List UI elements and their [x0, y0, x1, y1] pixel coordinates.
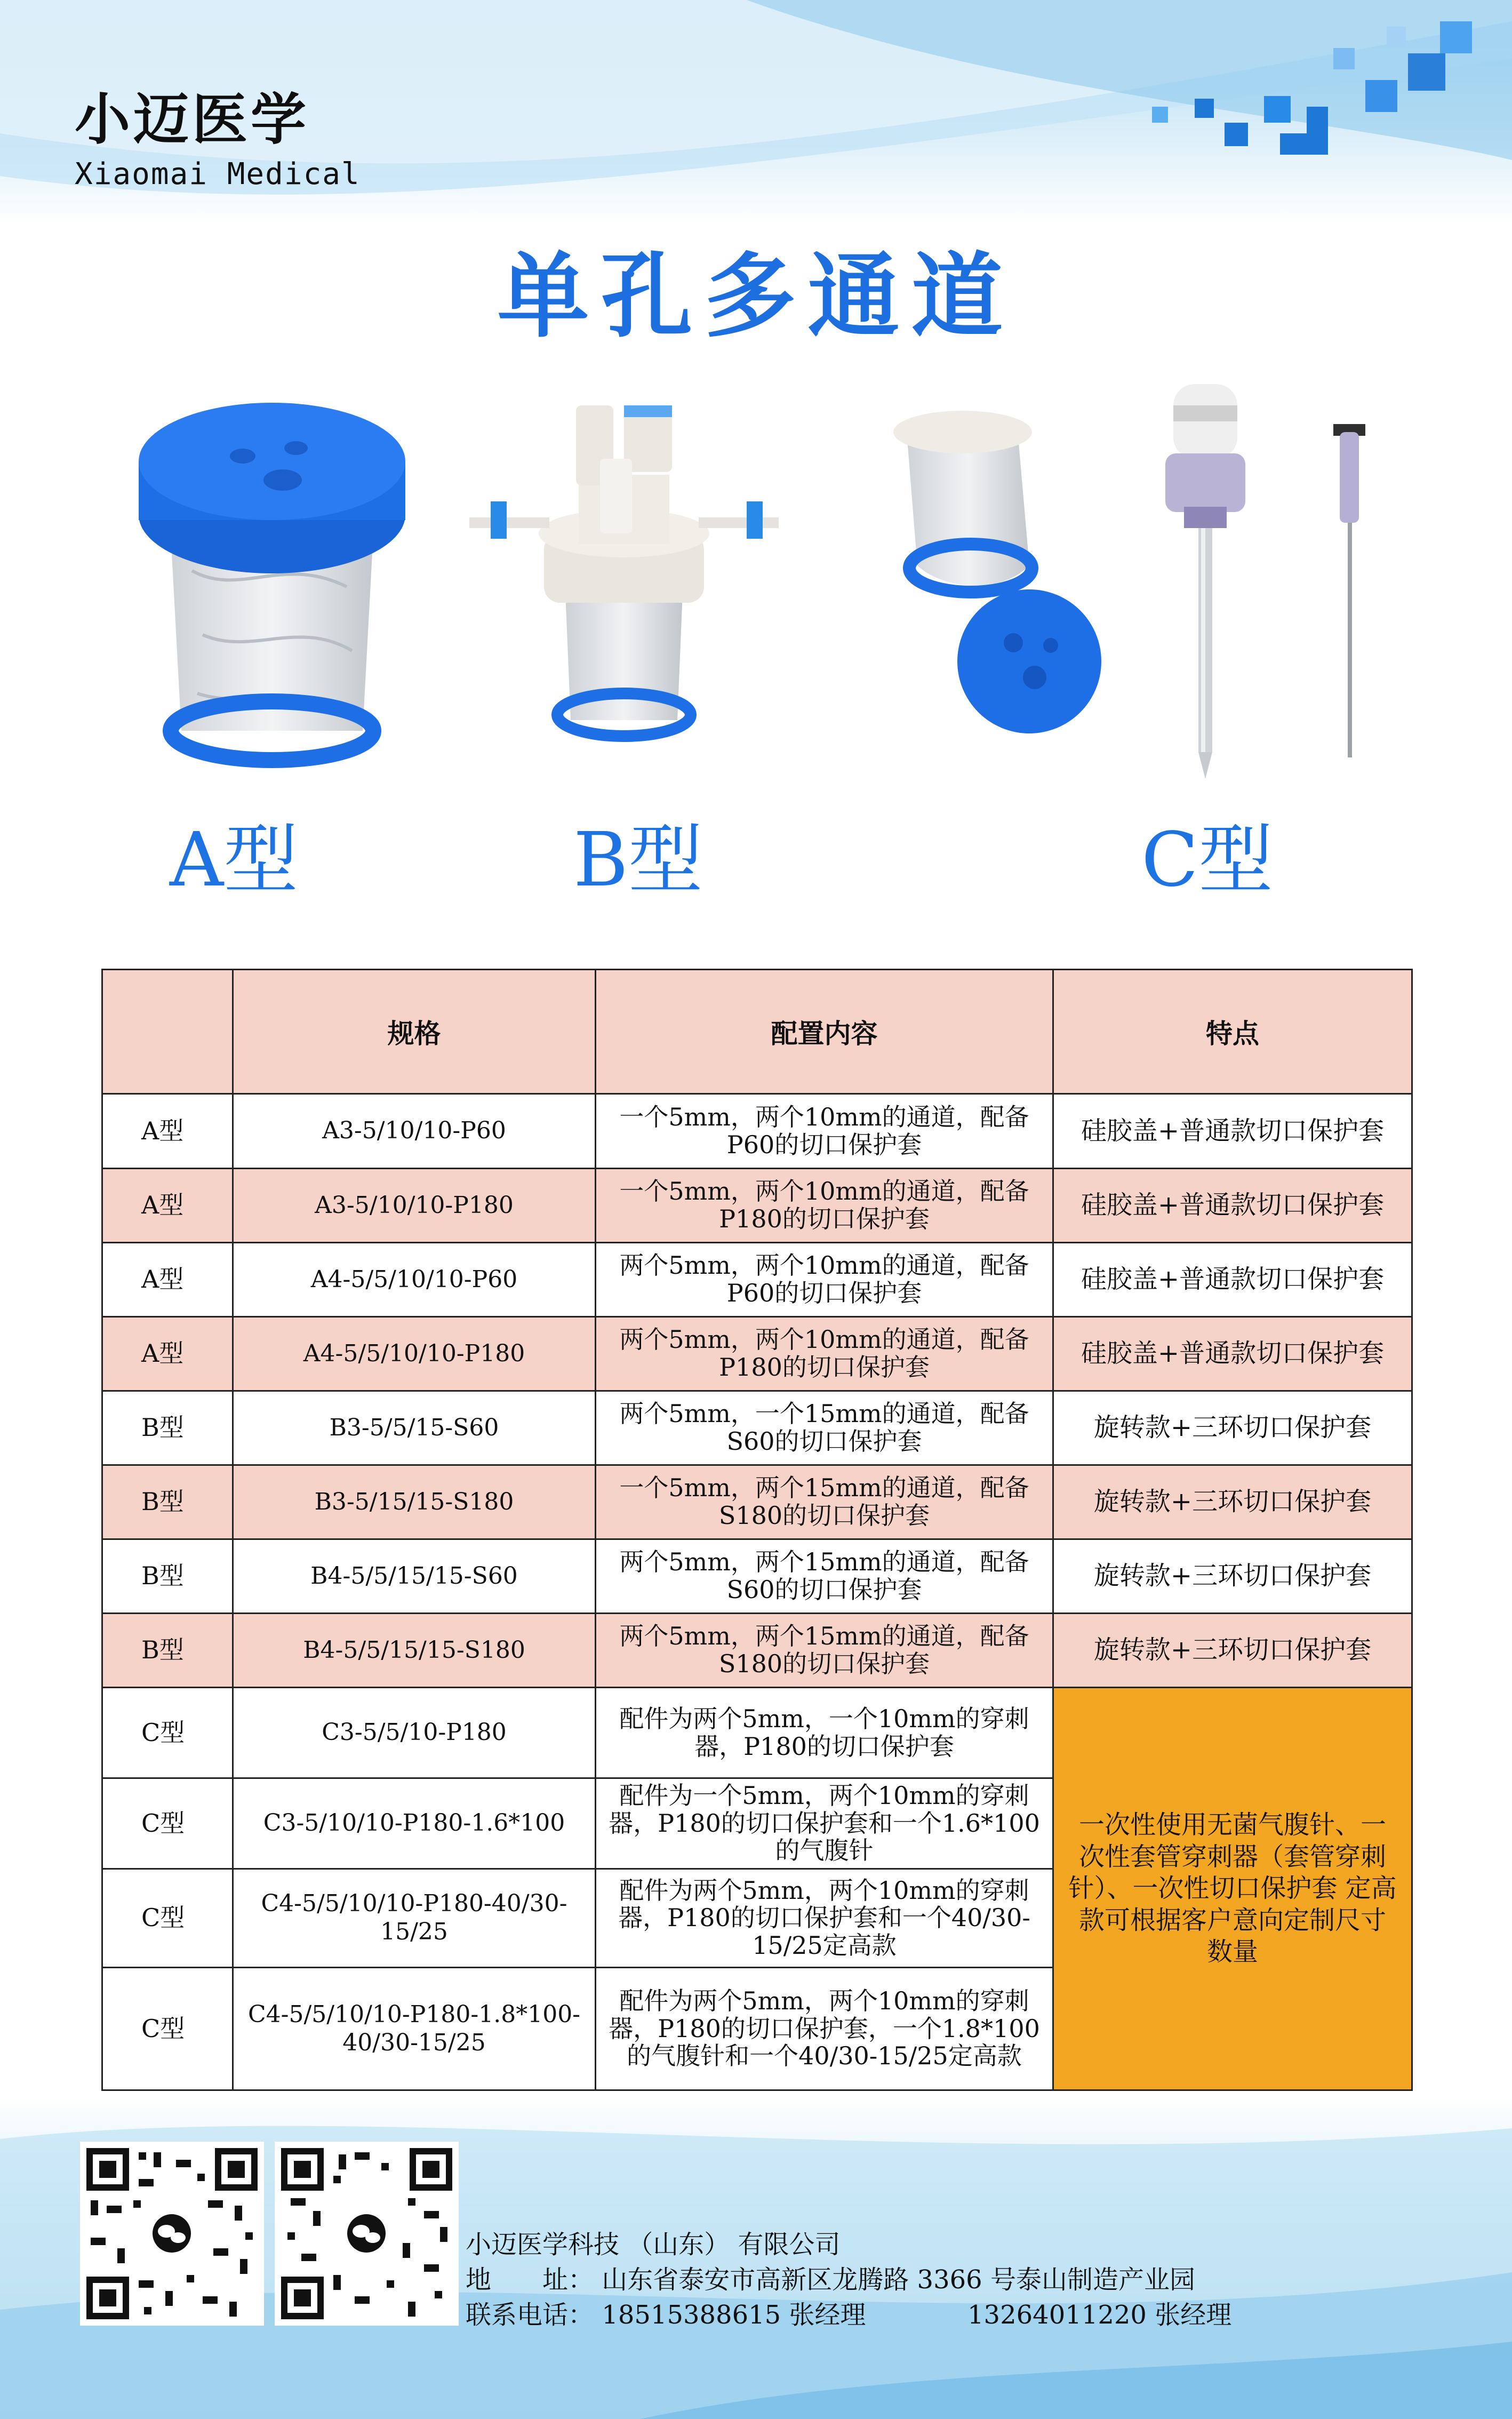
cell-feature: 旋转款+三环切口保护套	[1053, 1391, 1412, 1465]
table-row	[102, 1688, 1412, 1778]
address-row	[466, 2262, 1231, 2297]
cell-spec: B3-5/15/15-S180	[233, 1465, 596, 1539]
page-title: 单孔多通道	[497, 243, 1015, 350]
contact-info	[466, 2227, 1231, 2333]
cell-type: C型	[102, 1968, 233, 2090]
cell-config: 配件为两个5mm，两个10mm的穿刺器，P180的切口保护套和一个40/30-15/25定高款	[596, 1869, 1053, 1968]
phone-1: 18515388615 张经理	[602, 2300, 866, 2330]
cell-config: 两个5mm，一个15mm的通道，配备S60的切口保护套	[596, 1391, 1053, 1465]
table-row	[102, 1094, 1412, 1169]
cell-config: 配件为一个5mm，两个10mm的穿刺器，P180的切口保护套和一个1.6*100的气腹针	[596, 1778, 1053, 1869]
cell-feature: 硅胶盖+普通款切口保护套	[1053, 1094, 1412, 1169]
cell-config: 一个5mm，两个10mm的通道，配备P60的切口保护套	[596, 1094, 1053, 1169]
header-spec: 规格	[233, 970, 596, 1094]
qr-code-image	[80, 2142, 264, 2326]
phone-row	[466, 2297, 1231, 2333]
cell-spec: B3-5/5/15-S60	[233, 1391, 596, 1465]
cell-type: A型	[102, 1317, 233, 1391]
table-row	[102, 1243, 1412, 1317]
cell-type: A型	[102, 1094, 233, 1169]
cell-config: 配件为两个5mm，一个10mm的穿刺器，P180的切口保护套	[596, 1688, 1053, 1778]
cell-type: C型	[102, 1688, 233, 1778]
cell-config: 两个5mm，两个10mm的通道，配备P180的切口保护套	[596, 1317, 1053, 1391]
cell-type: A型	[102, 1169, 233, 1243]
cell-type: B型	[102, 1614, 233, 1688]
cell-spec: A3-5/10/10-P60	[233, 1094, 596, 1169]
cell-config: 两个5mm，两个15mm的通道，配备S180的切口保护套	[596, 1614, 1053, 1688]
phone-2: 13264011220 张经理	[967, 2300, 1232, 2330]
table-row	[102, 1391, 1412, 1465]
cell-feature: 旋转款+三环切口保护套	[1053, 1614, 1412, 1688]
table-header-row	[102, 970, 1412, 1094]
cell-type: B型	[102, 1391, 233, 1465]
table-row	[102, 1465, 1412, 1539]
table-row	[102, 1539, 1412, 1614]
cell-config: 两个5mm，两个10mm的通道，配备P60的切口保护套	[596, 1243, 1053, 1317]
cell-type: B型	[102, 1465, 233, 1539]
product-a-label: A型	[170, 817, 299, 904]
header-type	[102, 970, 233, 1094]
cell-feature: 旋转款+三环切口保护套	[1053, 1539, 1412, 1614]
cell-feature: 硅胶盖+普通款切口保护套	[1053, 1169, 1412, 1243]
cell-type: B型	[102, 1539, 233, 1614]
address-value: 山东省泰安市高新区龙腾路 3366 号泰山制造产业园	[602, 2265, 1195, 2295]
table-row	[102, 1317, 1412, 1391]
cell-feature: 硅胶盖+普通款切口保护套	[1053, 1243, 1412, 1317]
cell-spec: A3-5/10/10-P180	[233, 1169, 596, 1243]
cell-config: 配件为两个5mm，两个10mm的穿刺器，P180的切口保护套，一个1.8*100的气腹针和一个40/30-15/25定高款	[596, 1968, 1053, 2090]
cell-type: C型	[102, 1869, 233, 1968]
cell-spec: A4-5/5/10/10-P60	[233, 1243, 596, 1317]
product-c-label: C型	[1141, 817, 1274, 904]
cell-spec: B4-5/5/15/15-S60	[233, 1539, 596, 1614]
cell-spec: C3-5/5/10-P180	[233, 1688, 596, 1778]
address-label: 地 址：	[466, 2265, 594, 2295]
header-feature: 特点	[1053, 970, 1412, 1094]
cell-spec: A4-5/5/10/10-P180	[233, 1317, 596, 1391]
cell-feature: 硅胶盖+普通款切口保护套	[1053, 1317, 1412, 1391]
qr-code-image	[275, 2142, 459, 2326]
cell-type: A型	[102, 1243, 233, 1317]
company-name: 小迈医学科技 （山东） 有限公司	[466, 2230, 841, 2260]
cell-spec: B4-5/5/15/15-S180	[233, 1614, 596, 1688]
brand-logo	[75, 75, 361, 191]
header-background	[0, 0, 1512, 224]
cell-feature: 旋转款+三环切口保护套	[1053, 1465, 1412, 1539]
product-b-label: B型	[573, 817, 703, 904]
brand-name-en: Xiaomai Medical	[75, 157, 361, 191]
phone-label: 联系电话：	[466, 2300, 594, 2330]
cell-spec: C4-5/5/10/10-P180-40/30-15/25	[233, 1869, 596, 1968]
table-row	[102, 1614, 1412, 1688]
header-config: 配置内容	[596, 970, 1053, 1094]
cell-type: C型	[102, 1778, 233, 1869]
cell-feature-c: 一次性使用无菌气腹针、一次性套管穿刺器（套管穿刺针）、一次性切口保护套 定高款可根据客户意向定制尺寸数量	[1053, 1688, 1412, 2090]
product-b-image	[448, 395, 811, 757]
table-row	[102, 1169, 1412, 1243]
cell-spec: C3-5/10/10-P180-1.6*100	[233, 1778, 596, 1869]
cell-config: 两个5mm，两个15mm的通道，配备S60的切口保护套	[596, 1539, 1053, 1614]
cell-spec: C4-5/5/10/10-P180-1.8*100-40/30-15/25	[233, 1968, 596, 2090]
cell-config: 一个5mm，两个15mm的通道，配备S180的切口保护套	[596, 1465, 1053, 1539]
product-c-image	[875, 373, 1408, 789]
brand-name-cn: 小迈医学	[75, 87, 310, 152]
cell-config: 一个5mm，两个10mm的通道，配备P180的切口保护套	[596, 1169, 1053, 1243]
product-a-image	[123, 395, 421, 768]
spec-table	[101, 969, 1413, 2091]
